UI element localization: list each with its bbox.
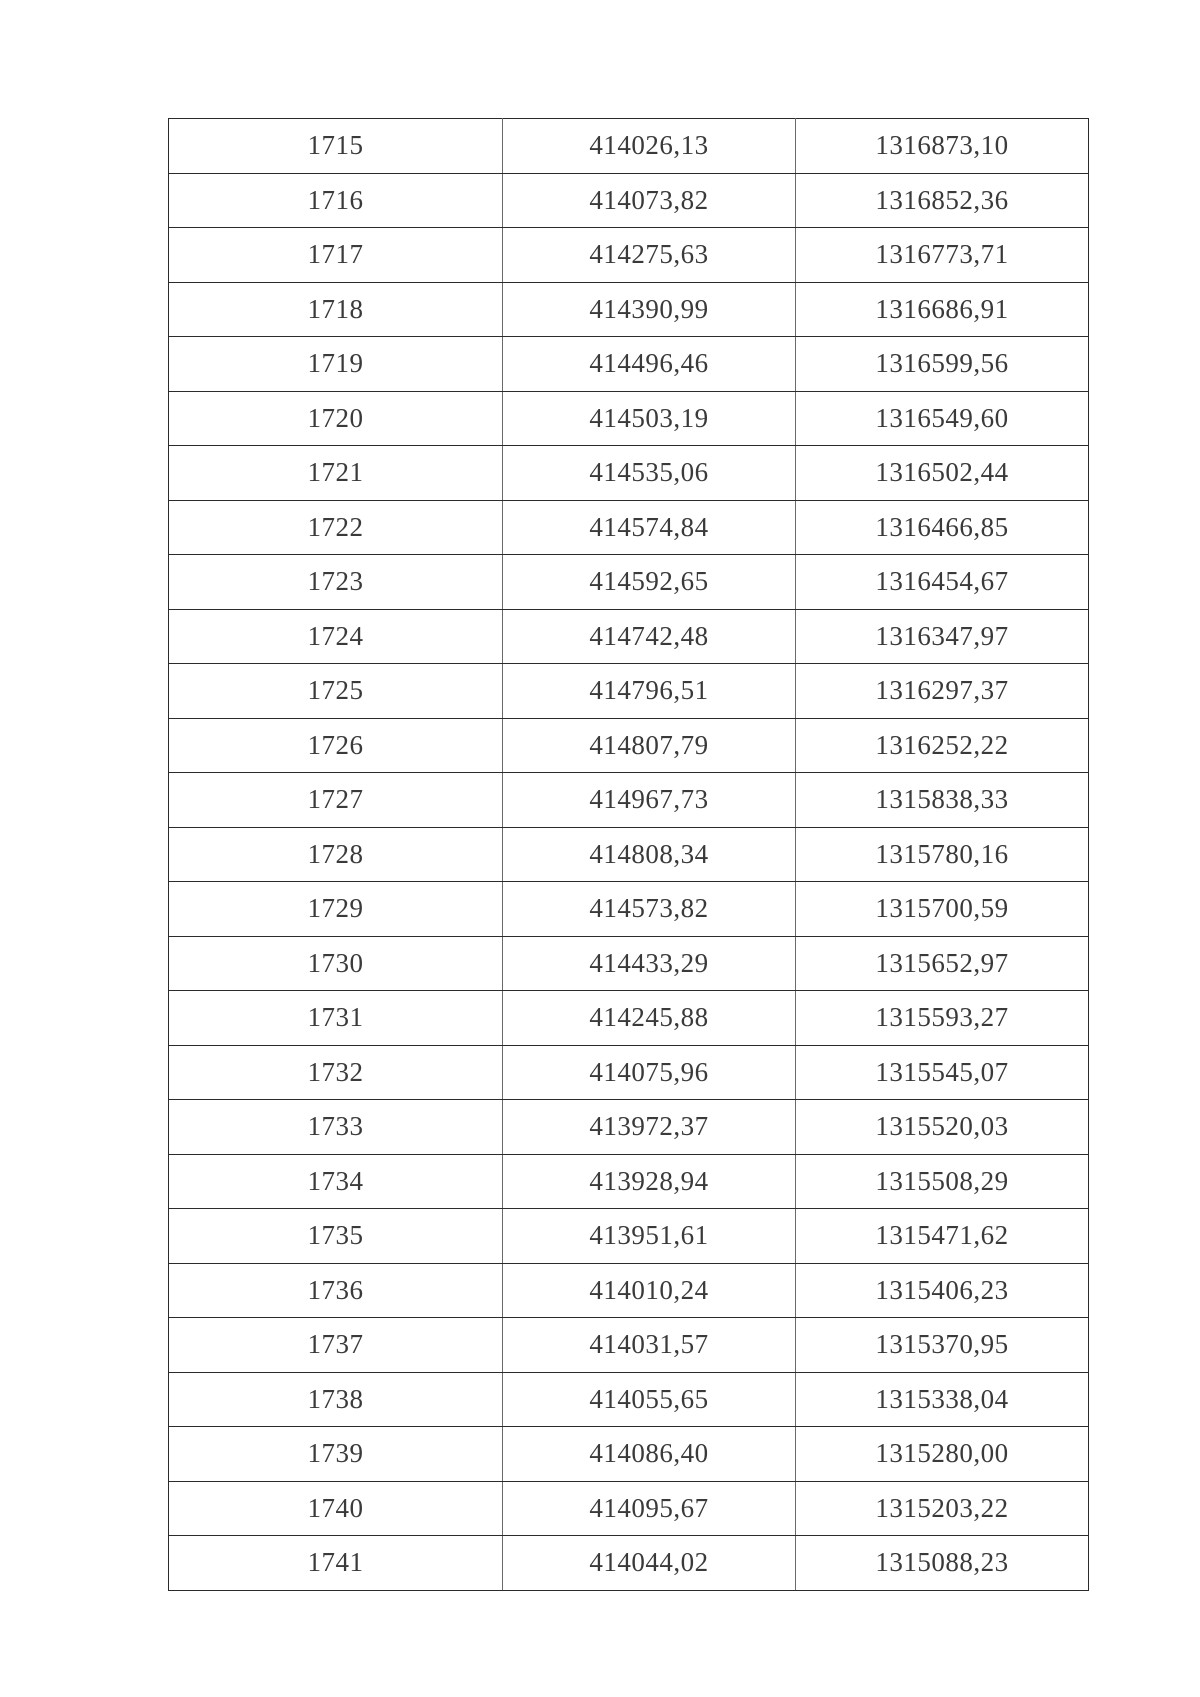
table-row [169,882,1089,937]
point-number-cell: 1737 [169,1318,503,1373]
x-coordinate-cell: 414592,65 [503,555,796,610]
table-row [169,1481,1089,1536]
point-number-cell: 1718 [169,282,503,337]
point-number-cell: 1741 [169,1536,503,1591]
table-row [169,391,1089,446]
y-coordinate-cell: 1316297,37 [796,664,1089,719]
point-number-cell: 1720 [169,391,503,446]
point-number-cell: 1735 [169,1209,503,1264]
y-coordinate-cell: 1316347,97 [796,609,1089,664]
point-number-cell: 1733 [169,1100,503,1155]
y-coordinate-cell: 1315370,95 [796,1318,1089,1373]
point-number-cell: 1728 [169,827,503,882]
x-coordinate-cell: 414026,13 [503,119,796,174]
point-number-cell: 1730 [169,936,503,991]
y-coordinate-cell: 1315471,62 [796,1209,1089,1264]
point-number-cell: 1723 [169,555,503,610]
x-coordinate-cell: 414496,46 [503,337,796,392]
y-coordinate-cell: 1316454,67 [796,555,1089,610]
point-number-cell: 1719 [169,337,503,392]
x-coordinate-cell: 414574,84 [503,500,796,555]
point-number-cell: 1725 [169,664,503,719]
x-coordinate-cell: 414073,82 [503,173,796,228]
table-row [169,173,1089,228]
table-row [169,555,1089,610]
coordinates-table-body [169,119,1089,1591]
y-coordinate-cell: 1315593,27 [796,991,1089,1046]
x-coordinate-cell: 414275,63 [503,228,796,283]
y-coordinate-cell: 1315203,22 [796,1481,1089,1536]
table-row [169,1154,1089,1209]
table-row [169,609,1089,664]
point-number-cell: 1722 [169,500,503,555]
table-row [169,228,1089,283]
x-coordinate-cell: 414967,73 [503,773,796,828]
y-coordinate-cell: 1315406,23 [796,1263,1089,1318]
point-number-cell: 1716 [169,173,503,228]
y-coordinate-cell: 1315088,23 [796,1536,1089,1591]
y-coordinate-cell: 1316549,60 [796,391,1089,446]
y-coordinate-cell: 1316252,22 [796,718,1089,773]
x-coordinate-cell: 414031,57 [503,1318,796,1373]
point-number-cell: 1717 [169,228,503,283]
table-row [169,1209,1089,1264]
table-row [169,1372,1089,1427]
x-coordinate-cell: 414742,48 [503,609,796,664]
table-row [169,718,1089,773]
x-coordinate-cell: 414010,24 [503,1263,796,1318]
table-row [169,664,1089,719]
y-coordinate-cell: 1315280,00 [796,1427,1089,1482]
point-number-cell: 1736 [169,1263,503,1318]
y-coordinate-cell: 1315780,16 [796,827,1089,882]
x-coordinate-cell: 414245,88 [503,991,796,1046]
point-number-cell: 1738 [169,1372,503,1427]
point-number-cell: 1732 [169,1045,503,1100]
y-coordinate-cell: 1316502,44 [796,446,1089,501]
table-row [169,337,1089,392]
x-coordinate-cell: 414044,02 [503,1536,796,1591]
x-coordinate-cell: 414808,34 [503,827,796,882]
table-row [169,1045,1089,1100]
y-coordinate-cell: 1315520,03 [796,1100,1089,1155]
table-row [169,282,1089,337]
x-coordinate-cell: 414390,99 [503,282,796,337]
table-row [169,500,1089,555]
table-row [169,1427,1089,1482]
y-coordinate-cell: 1315838,33 [796,773,1089,828]
table-row [169,773,1089,828]
point-number-cell: 1724 [169,609,503,664]
x-coordinate-cell: 413972,37 [503,1100,796,1155]
y-coordinate-cell: 1316686,91 [796,282,1089,337]
point-number-cell: 1739 [169,1427,503,1482]
table-row [169,119,1089,174]
y-coordinate-cell: 1315700,59 [796,882,1089,937]
point-number-cell: 1734 [169,1154,503,1209]
y-coordinate-cell: 1316466,85 [796,500,1089,555]
x-coordinate-cell: 414075,96 [503,1045,796,1100]
point-number-cell: 1715 [169,119,503,174]
y-coordinate-cell: 1315652,97 [796,936,1089,991]
x-coordinate-cell: 414503,19 [503,391,796,446]
x-coordinate-cell: 414573,82 [503,882,796,937]
table-row [169,991,1089,1046]
x-coordinate-cell: 413951,61 [503,1209,796,1264]
x-coordinate-cell: 414433,29 [503,936,796,991]
table-row [169,1263,1089,1318]
x-coordinate-cell: 414807,79 [503,718,796,773]
table-row [169,446,1089,501]
table-row [169,1536,1089,1591]
point-number-cell: 1727 [169,773,503,828]
x-coordinate-cell: 414055,65 [503,1372,796,1427]
point-number-cell: 1729 [169,882,503,937]
point-number-cell: 1740 [169,1481,503,1536]
point-number-cell: 1721 [169,446,503,501]
y-coordinate-cell: 1316599,56 [796,337,1089,392]
y-coordinate-cell: 1316773,71 [796,228,1089,283]
table-row [169,827,1089,882]
y-coordinate-cell: 1316852,36 [796,173,1089,228]
point-number-cell: 1731 [169,991,503,1046]
x-coordinate-cell: 414095,67 [503,1481,796,1536]
y-coordinate-cell: 1315338,04 [796,1372,1089,1427]
x-coordinate-cell: 413928,94 [503,1154,796,1209]
table-row [169,936,1089,991]
x-coordinate-cell: 414796,51 [503,664,796,719]
x-coordinate-cell: 414535,06 [503,446,796,501]
point-number-cell: 1726 [169,718,503,773]
y-coordinate-cell: 1315545,07 [796,1045,1089,1100]
coordinates-table [168,118,1089,1591]
x-coordinate-cell: 414086,40 [503,1427,796,1482]
table-row [169,1318,1089,1373]
y-coordinate-cell: 1315508,29 [796,1154,1089,1209]
y-coordinate-cell: 1316873,10 [796,119,1089,174]
table-row [169,1100,1089,1155]
